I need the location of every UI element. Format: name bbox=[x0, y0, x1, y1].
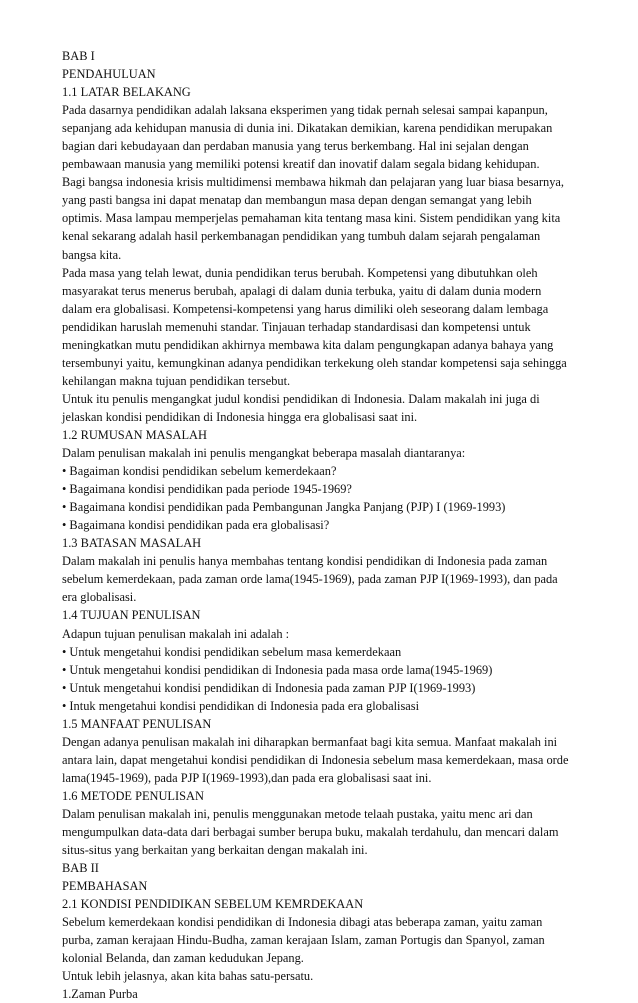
document-text-line: • Untuk mengetahui kondisi pendidikan sebelum masa kemerdekaan bbox=[62, 644, 402, 659]
document-text-line: dalam era globalisasi. Kompetensi-kompetensi yang harus dimiliki oleh seseorang dalam lembaga bbox=[62, 301, 549, 316]
document-page bbox=[62, 47, 602, 1003]
document-text-line: pendidikan haruslah memenuhi standar. Tinjauan terhadap standardisasi dan kompetensi untuk bbox=[62, 319, 531, 334]
document-text-line: kenal sekarang adalah hasil perkembanagan pendidikan yang tumbuh dalam sejarah pengalaman bbox=[62, 229, 541, 244]
document-text-line: 1.2 RUMUSAN MASALAH bbox=[62, 427, 207, 442]
document-text-line: antara lain, dapat mengetahui kondisi pendidikan di Indonesia sebelum masa kemerdekaan, masa orde bbox=[62, 752, 569, 767]
document-text-line: Untuk itu penulis mengangkat judul kondisi pendidikan di Indonesia. Dalam makalah ini juga di bbox=[62, 391, 540, 406]
document-text-line: • Untuk mengetahui kondisi pendidikan di Indonesia pada zaman PJP I(1969-1993) bbox=[62, 680, 476, 695]
document-text-line: kehilangan makna tujuan pendidikan tersebut. bbox=[62, 373, 291, 388]
document-text-line: 1.1 LATAR BELAKANG bbox=[62, 85, 191, 100]
document-text-line: PENDAHULUAN bbox=[62, 67, 156, 82]
document-text-line: 1.4 TUJUAN PENULISAN bbox=[62, 608, 201, 623]
document-text-line: purba, zaman kerajaan Hindu-Budha, zaman kerajaan Islam, zaman Portugis dan Spanyol, zaman bbox=[62, 933, 545, 948]
document-text-line: Dalam makalah ini penulis hanya membahas tentang kondisi pendidikan di Indonesia pada zaman bbox=[62, 554, 548, 569]
document-text-line: Dengan adanya penulisan makalah ini diharapkan bermanfaat bagi kita semua. Manfaat makalah ini bbox=[62, 734, 558, 749]
document-text-line: masyarakat terus menerus berubah, apalagi di dalam dunia terbuka, yaitu di dalam dunia modern bbox=[62, 283, 542, 298]
document-text-line: • Bagaimana kondisi pendidikan pada Pembangunan Jangka Panjang (PJP) I (1969-1993) bbox=[62, 500, 506, 515]
document-text-line: bangsa kita. bbox=[62, 247, 122, 262]
document-text-line: 2.1 KONDISI PENDIDIKAN SEBELUM KEMRDEKAAN bbox=[62, 897, 364, 912]
document-text-line: • Intuk mengetahui kondisi pendidikan di Indonesia pada era globalisasi bbox=[62, 698, 420, 713]
document-text-line: • Bagaimana kondisi pendidikan pada era globalisasi? bbox=[62, 518, 330, 533]
document-text-line: Pada dasarnya pendidikan adalah laksana eksperimen yang tidak pernah selesai sampai kapanpun, bbox=[62, 103, 548, 118]
document-text-line: Pada masa yang telah lewat, dunia pendidikan terus berubah. Kompetensi yang dibutuhkan oleh bbox=[62, 265, 538, 280]
document-text-line: BAB I bbox=[62, 49, 95, 63]
document-text-line: Sebelum kemerdekaan kondisi pendidikan di Indonesia dibagi atas beberapa zaman, yaitu zaman bbox=[62, 915, 543, 930]
document-text-line: pembawaan manusia yang memiliki potensi kreatif dan inovatif dalam segala bidang kehidupan. bbox=[62, 157, 540, 172]
document-text-line: BAB II bbox=[62, 861, 99, 876]
document-text-line: jelaskan kondisi pendidikan di Indonesia hingga era globalisasi saat ini. bbox=[62, 409, 418, 424]
document-text-line: optimis. Masa lampau memperjelas pemahaman kita tentang masa kini. Sistem pendidikan yang kita bbox=[62, 211, 561, 226]
document-text-line: • Bagaimana kondisi pendidikan pada periode 1945-1969? bbox=[62, 482, 352, 497]
document-text-line: meningkatkan mutu pendidikan akhirnya membawa kita dalam pengungkapan adanya bahaya yang bbox=[62, 337, 554, 352]
document-text-line: tersembunyi yaitu, kemungkinan adanya pendidikan terkekung oleh standar kompetensi saja sehingga bbox=[62, 355, 567, 370]
document-text-line: situs-situs yang berkaitan yang berkaitan dengan makalah ini. bbox=[62, 843, 368, 858]
document-text-line: Untuk lebih jelasnya, akan kita bahas satu-persatu. bbox=[62, 969, 314, 984]
document-text-line: bagian dari kebudayaan dan perdaban manusia yang terus berkembang. Hal ini sejalan dengan bbox=[62, 139, 529, 154]
document-text-line: 1.6 METODE PENULISAN bbox=[62, 788, 204, 803]
document-text-line: PEMBAHASAN bbox=[62, 879, 148, 894]
document-text-line: • Untuk mengetahui kondisi pendidikan di Indonesia pada masa orde lama(1945-1969) bbox=[62, 662, 493, 677]
document-text-line: Bagi bangsa indonesia krisis multidimensi membawa hikmah dan pelajaran yang luar biasa besarnya, bbox=[62, 175, 565, 190]
document-text-line: mengumpulkan data-data dari berbagai sumber berupa buku, makalah terdahulu, dan mencari dalam bbox=[62, 825, 559, 840]
document-text-line: yang pasti bangsa ini dapat menatap dan membangun masa depan dengan semangat yang lebih bbox=[62, 193, 532, 208]
document-text-line: 1.5 MANFAAT PENULISAN bbox=[62, 716, 212, 731]
document-text-line: era globalisasi. bbox=[62, 590, 137, 605]
document-text-line: • Bagaiman kondisi pendidikan sebelum kemerdekaan? bbox=[62, 464, 337, 479]
document-text-line: kolonial Belanda, dan zaman kedudukan Jepang. bbox=[62, 951, 304, 966]
document-text-line: sepanjang ada kehidupan manusia di dunia ini. Dikatakan demikian, karena pendidikan merupakan bbox=[62, 121, 553, 136]
document-text-line: Dalam penulisan makalah ini penulis mengangkat beberapa masalah diantaranya: bbox=[62, 446, 466, 461]
document-text-line: 1.Zaman Purba bbox=[62, 987, 138, 1002]
document-text-line: lama(1945-1969), pada PJP I(1969-1993),dan pada era globalisasi saat ini. bbox=[62, 770, 432, 785]
document-text-line: sebelum kemerdekaan, pada zaman orde lama(1945-1969), pada zaman PJP I(1969-1993), dan pada bbox=[62, 572, 558, 587]
document-text-line: Adapun tujuan penulisan makalah ini adalah : bbox=[62, 626, 290, 641]
document-text-line: 1.3 BATASAN MASALAH bbox=[62, 536, 202, 551]
document-text-line: Dalam penulisan makalah ini, penulis menggunakan metode telaah pustaka, yaitu menc ari dan bbox=[62, 806, 533, 821]
